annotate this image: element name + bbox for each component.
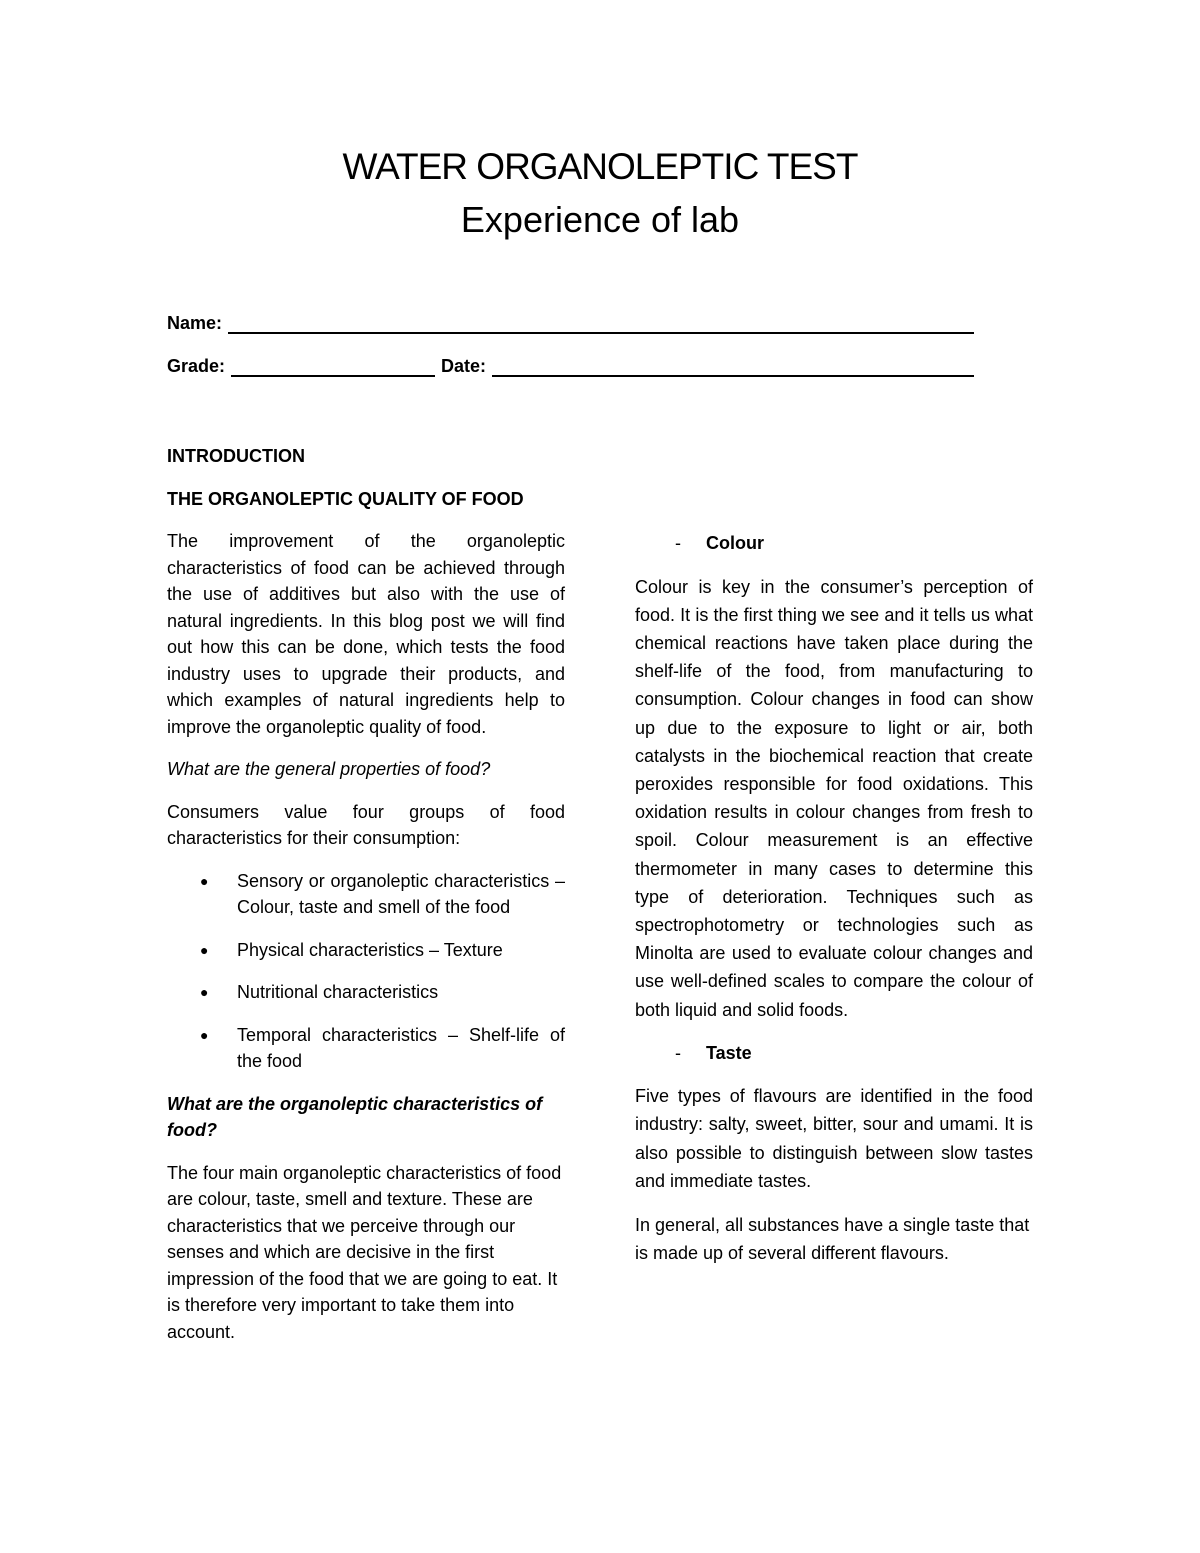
- grade-label: Grade:: [167, 356, 226, 376]
- bullet-icon: ●: [200, 1026, 209, 1043]
- list-item-text: Nutritional characteristics: [237, 982, 439, 1002]
- list-item-text: Physical characteristics – Texture: [237, 939, 503, 960]
- taste-paragraph-2: In general, all substances have a single taste that is made up of several different flavours.: [635, 1215, 1030, 1264]
- left-column: [167, 443, 565, 1361]
- introduction-heading: INTRODUCTION: [167, 446, 305, 466]
- taste-paragraph-1: Five types of flavours are identified in the food industry: salty, sweet, bitter, sour and umami. It is also possible to distinguish between slow tastes and immediate tastes.: [635, 1086, 1033, 1191]
- organoleptic-quality-heading: THE ORGANOLEPTIC QUALITY OF FOOD: [167, 488, 524, 509]
- list-item-text: Sensory or organoleptic characteristics – Colour, taste and smell of the food: [237, 870, 565, 917]
- date-label: Date:: [441, 356, 487, 376]
- list-item: [167, 1022, 565, 1075]
- intro-paragraph: The improvement of the organoleptic characteristics of food can be achieved through the use of additives but also with the use of natural ingredients. In this blog post we will find out how this can be done, which tests the food industry uses to upgrade their products, and which examples of natural ingredients help to improve the organoleptic quality of food.: [167, 531, 565, 737]
- colour-heading-label: Colour: [706, 533, 764, 553]
- dash-icon: -: [675, 1042, 681, 1063]
- characteristics-list: [167, 868, 565, 1075]
- list-item: [167, 979, 565, 1006]
- characteristics-paragraph: The four main organoleptic characteristics of food are colour, taste, smell and texture. These are characteristics that we perceive through our senses and which are decisive in the first impression of the food that we are going to eat. It is therefore very important to take them into account.: [167, 1162, 562, 1342]
- grade-date-row: [167, 355, 974, 377]
- bullet-icon: ●: [200, 984, 209, 1000]
- bullet-icon: ●: [200, 872, 209, 889]
- colour-heading: [635, 530, 1033, 557]
- document-subtitle: Experience of lab: [460, 199, 740, 240]
- name-field-row: [167, 312, 974, 334]
- groups-paragraph: Consumers value four groups of food characteristics for their consumption:: [167, 801, 565, 848]
- document-title: WATER ORGANOLEPTIC TEST: [342, 146, 858, 187]
- bullet-icon: ●: [200, 941, 209, 958]
- general-properties-question: What are the general properties of food?: [167, 759, 491, 779]
- colour-paragraph: Colour is key in the consumer’s perception of food. It is the first thing we see and it tells us what chemical reactions have taken place during the shelf-life of the food, from manufacturing to consumption. Colour changes in food can show up due to the exposure to light or air, both catalysts in the biochemical reaction that create peroxides responsible for food oxidations. This oxidation results in colour changes from fresh to spoil. Colour measurement is an effective thermometer in many cases to determine this type of deterioration. Techniques such as spectrophotometry or technologies such as Minolta are used to evaluate colour changes and use well-defined scales to compare the colour of both liquid and solid foods.: [635, 576, 1033, 1020]
- list-item-text: Temporal characteristics – Shelf-life of the food: [237, 1024, 565, 1071]
- list-item: [167, 868, 565, 921]
- date-line[interactable]: [492, 357, 974, 377]
- right-column: [635, 530, 1033, 1283]
- organoleptic-characteristics-question: What are the organoleptic characteristics of food?: [167, 1093, 543, 1140]
- dash-icon: -: [675, 533, 681, 553]
- list-item: [167, 937, 565, 964]
- grade-line[interactable]: [231, 357, 435, 377]
- name-label: Name:: [167, 313, 223, 333]
- name-line[interactable]: [228, 314, 974, 334]
- taste-heading-label: Taste: [706, 1042, 752, 1063]
- taste-heading: [635, 1040, 1033, 1067]
